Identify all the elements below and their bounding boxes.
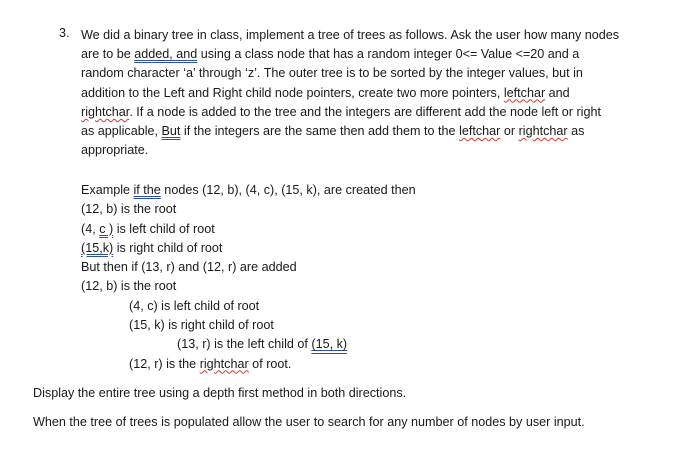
example-line: [81, 355, 416, 374]
text-run: We did a binary tree in class, implement a tree of trees as follows. Ask the user how many nodes: [81, 28, 620, 42]
spellcheck-underlined-word: rightchar: [81, 104, 130, 119]
example-block: [81, 181, 416, 374]
paragraph-line: [81, 64, 671, 83]
text-run: (4, c) is left child of root: [129, 298, 260, 313]
text-run: addition to the Left and Right child node pointers, create two more pointers,: [81, 85, 504, 100]
paragraph-line: [81, 141, 671, 160]
paragraph-line: [81, 26, 671, 45]
text-run: are to be: [81, 47, 135, 62]
grammar-underlined-text: (15,k): [81, 240, 114, 255]
text-run: nodes (12, b), (4, c), (15, k), are created then: [160, 183, 416, 197]
text-run: is right child of root: [113, 240, 223, 255]
text-run: random character ‘a’ through ‘z’. The outer tree is to be sorted by the integer values, but in: [81, 66, 583, 81]
paragraph-line: [81, 122, 671, 141]
display-instruction: Display the entire tree using a depth first method in both directions.: [33, 386, 407, 400]
text-run: (12, b) is the root: [81, 202, 177, 217]
search-instruction: When the tree of trees is populated allow the user to search for any number of nodes by user input.: [33, 415, 585, 429]
text-run: . If a node is added to the tree and the integers are different add the node left or right: [129, 104, 601, 119]
text-run: is left child of root: [113, 221, 215, 236]
question-paragraph: [81, 26, 671, 160]
text-run: or: [500, 123, 519, 138]
grammar-underlined-text: c ): [99, 221, 114, 236]
text-run: Example: [81, 183, 134, 197]
example-line: [81, 335, 416, 354]
paragraph-line: [81, 84, 671, 103]
text-run: (12, r) is the: [129, 356, 200, 371]
paragraph-line: [81, 103, 671, 122]
question-number: 3.: [59, 26, 70, 40]
example-line: [81, 316, 416, 335]
example-line: [81, 258, 416, 277]
text-run: (13, r) is the left child of: [177, 337, 312, 352]
text-run: as applicable,: [81, 123, 162, 138]
text-run: (15, k) is right child of root: [129, 318, 274, 333]
spellcheck-underlined-word: leftchar: [459, 123, 501, 138]
grammar-underlined-text: if the: [133, 183, 161, 197]
text-run: as: [567, 123, 585, 138]
text-run: and: [545, 85, 570, 100]
grammar-underlined-text: added, and: [134, 47, 198, 62]
example-line: [81, 220, 416, 239]
text-run: if the integers are the same then add them to the: [180, 123, 460, 138]
text-run: But then if (13, r) and (12, r) are added: [81, 260, 297, 275]
text-run: (12, b) is the root: [81, 279, 177, 294]
text-run: using a class node that has a random integer 0<= Value <=20 and a: [197, 47, 580, 62]
example-line: [81, 200, 416, 219]
paragraph-line: [81, 45, 671, 64]
text-run: of root.: [248, 356, 292, 371]
spellcheck-underlined-word: rightchar: [518, 123, 568, 138]
grammar-underlined-text: But: [161, 123, 181, 138]
text-run: appropriate.: [81, 143, 149, 158]
spellcheck-underlined-word: leftchar: [503, 85, 546, 100]
example-line: [81, 297, 416, 316]
grammar-underlined-text: (15, k): [311, 337, 348, 352]
example-line: [81, 277, 416, 296]
example-line: [81, 181, 416, 200]
example-line: [81, 239, 416, 258]
spellcheck-underlined-word: rightchar: [199, 356, 249, 371]
text-run: (4,: [81, 221, 100, 236]
